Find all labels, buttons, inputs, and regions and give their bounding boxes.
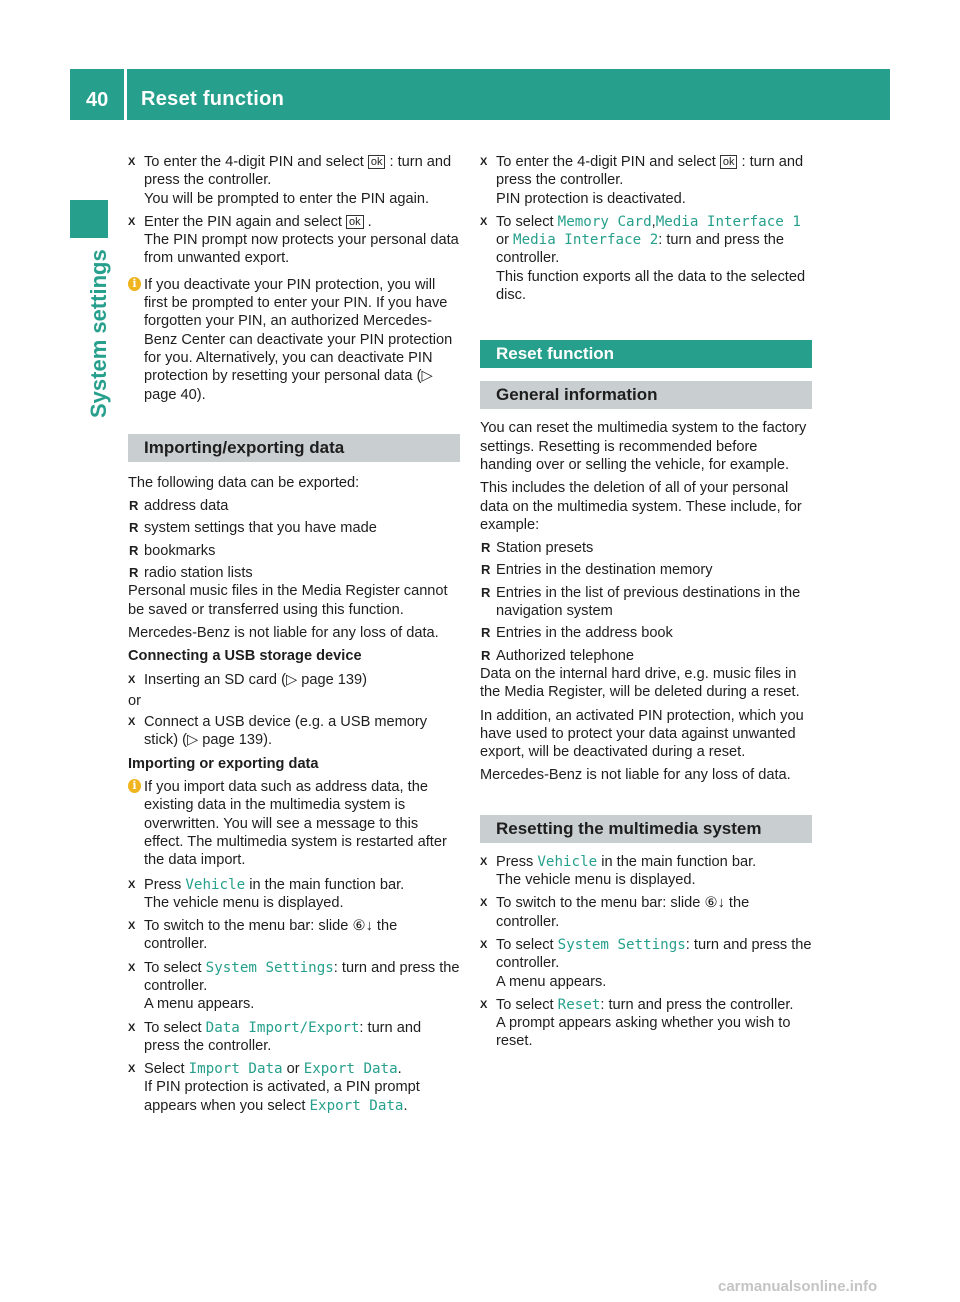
step-select-import-export: X Select Import Data or Export Data. If PIN protection is activated, a PIN prompt appears when you select Export Data. [128,1061,420,1114]
right-column [480,153,812,1056]
step-enter-pin: X To enter the 4-digit PIN and select ok : turn and press the controller. You will be prompted to enter the PIN again. [128,154,452,207]
general-intro: You can reset the multimedia system to the factory settings. Resetting is recommended before handing over or selling the vehicle, for example. [480,420,807,473]
step-arrow-icon: X [480,215,488,228]
step-enter-pin-again: X Enter the PIN again and select ok . The PIN prompt now protects your personal data from unwanted export. [128,213,459,267]
menu-item-export-data[interactable]: Export Data [303,1061,398,1078]
step-switch-menu-bar: X To switch to the menu bar: slide ⑥↓ the controller. [128,918,398,953]
step-enter-pin: X To enter the 4-digit PIN and select ok : turn and press the controller. PIN protection is deactivated. [480,154,804,207]
menu-item-export-data[interactable]: Export Data [309,1097,404,1114]
import-heading: Importing or exporting data [128,755,319,772]
menu-item-data-import-export[interactable]: Data Import/Export [205,1019,360,1036]
step-arrow-icon: X [128,878,136,891]
menu-item-import-data[interactable]: Import Data [188,1061,283,1078]
step-arrow-icon: X [128,215,136,228]
step-select-system-settings: X To select System Settings: turn and press the controller. A menu appears. [128,959,460,1013]
step-switch-menu-bar: X To switch to the menu bar: slide ⑥↓ the controller. [480,895,750,930]
liability-note: Mercedes-Benz is not liable for any loss of data. [128,624,439,641]
bullet-icon: R [129,565,139,581]
section-heading-importing: Importing/exporting data [128,434,460,462]
menu-item-system-settings[interactable]: System Settings [205,959,334,976]
bullet-icon: R [129,520,139,536]
page-ref-icon: ▷ [285,671,298,688]
list-item: R address data [129,498,229,515]
internal-drive-note: Data on the internal hard drive, e.g. music files in the Media Register, will be deleted during a reset. [480,665,800,701]
page-ref-link[interactable]: page 139) [297,671,367,688]
info-icon: i [128,277,141,291]
step-connect-usb: X Connect a USB device (e.g. a USB memory stick) (▷ page 139). [128,714,428,749]
music-note: Personal music files in the Media Register cannot be saved or transferred using this function. [128,583,448,618]
info-note-import: i If you import data such as address data, the existing data in the multimedia system is overwritten. You will see a message to this effect. The multimedia system is restarted after the data import. [128,778,460,869]
list-item: R Entries in the list of previous destinations in the navigation system [481,584,801,620]
bullet-icon: R [481,540,491,556]
or-text: or [128,692,141,709]
step-arrow-icon: X [128,716,136,729]
list-item: R bookmarks [129,542,216,559]
list-item: R Entries in the address book [481,625,673,642]
step-select-media: X To select Memory Card,Media Interface 1 or Media Interface 2: turn and press the controller. This function exports all the data to the selected disc. [480,213,806,304]
info-icon: i [128,779,141,793]
menu-item-media-interface-1[interactable]: Media Interface 1 [655,213,801,230]
step-press-vehicle: X Press Vehicle in the main function bar. The vehicle menu is displayed. [480,853,757,889]
step-arrow-icon: X [128,1021,136,1034]
step-select-reset: X To select Reset: turn and press the controller. A prompt appears asking whether you wish to reset. [480,996,794,1050]
connecting-heading: Connecting a USB storage device [128,648,362,665]
export-intro: The following data can be exported: [128,474,360,491]
pin-deactivated-note: In addition, an activated PIN protection, which you have used to protect your data against unwanted export, will be deactivated during a reset. [480,707,804,761]
list-item: R system settings that you have made [129,520,377,537]
controller-slide-icon: ⑥↓ [704,895,725,912]
menu-item-memory-card[interactable]: Memory Card [557,213,652,230]
section-heading-general: General information [480,381,812,409]
step-arrow-icon: X [128,156,136,168]
menu-item-vehicle[interactable]: Vehicle [185,876,246,893]
watermark: carmanualsonline.info [718,1278,878,1295]
ok-key-icon: ok [720,155,738,169]
step-arrow-icon: X [480,156,488,168]
list-item: R Authorized telephone [481,647,634,664]
menu-item-reset[interactable]: Reset [557,996,601,1013]
step-press-vehicle: X Press Vehicle in the main function bar. The vehicle menu is displayed. [128,876,405,911]
list-item: R Entries in the destination memory [481,562,713,579]
bullet-icon: R [481,625,491,641]
step-arrow-icon: X [480,897,488,910]
step-arrow-icon: X [480,855,488,868]
menu-item-vehicle[interactable]: Vehicle [537,853,598,870]
page-ref-link[interactable]: page 40). [144,386,206,403]
page-title: Reset function [141,88,285,110]
general-includes: This includes the deletion of all of your personal data on the multimedia system. These include, for example: [480,480,802,533]
step-arrow-icon: X [128,673,136,686]
menu-item-media-interface-2[interactable]: Media Interface 2 [513,232,659,249]
left-column [128,153,460,1120]
step-insert-sd: X Inserting an SD card (▷ page 139) [128,671,367,688]
controller-slide-icon: ⑥↓ [352,918,373,935]
step-arrow-icon: X [128,1063,136,1076]
page-ref-icon: ▷ [186,732,199,749]
step-select-system-settings: X To select System Settings: turn and press the controller. A menu appears. [480,936,812,990]
section-heading-reset: Reset function [480,340,812,368]
step-select-data-import-export: X To select Data Import/Export: turn and press the controller. [128,1019,422,1054]
bullet-icon: R [129,498,139,514]
section-heading-resetting: Resetting the multimedia system [480,815,812,843]
bullet-icon: R [481,647,491,663]
step-arrow-icon: X [480,938,488,951]
step-arrow-icon: X [480,998,488,1011]
page-ref-icon: ▷ [421,368,433,385]
info-note-pin: i If you deactivate your PIN protection, you will first be prompted to enter your PIN. If you have forgotten your PIN, an authorized Mercedes-Benz Center can deactivate your PIN protection for you. Alternatively, you can deactivate PIN protection by resetting your personal data (▷ page 40). [128,276,460,404]
list-item: R radio station lists [129,565,253,582]
step-arrow-icon: X [128,920,136,933]
list-item: R Station presets [481,540,594,557]
bullet-icon: R [481,584,491,600]
bullet-icon: R [481,562,491,578]
page-ref-link[interactable]: page 139). [198,732,273,749]
ok-key-icon: ok [368,155,386,169]
section-tab-label: System settings [86,249,111,418]
bullet-icon: R [129,542,139,558]
ok-key-icon: ok [346,215,364,229]
header-divider [124,69,127,120]
page-number: 40 [86,89,109,111]
menu-item-system-settings[interactable]: System Settings [557,936,686,953]
sidebar-block [70,200,108,238]
step-arrow-icon: X [128,961,136,974]
liability-note: Mercedes-Benz is not liable for any loss of data. [480,767,791,784]
